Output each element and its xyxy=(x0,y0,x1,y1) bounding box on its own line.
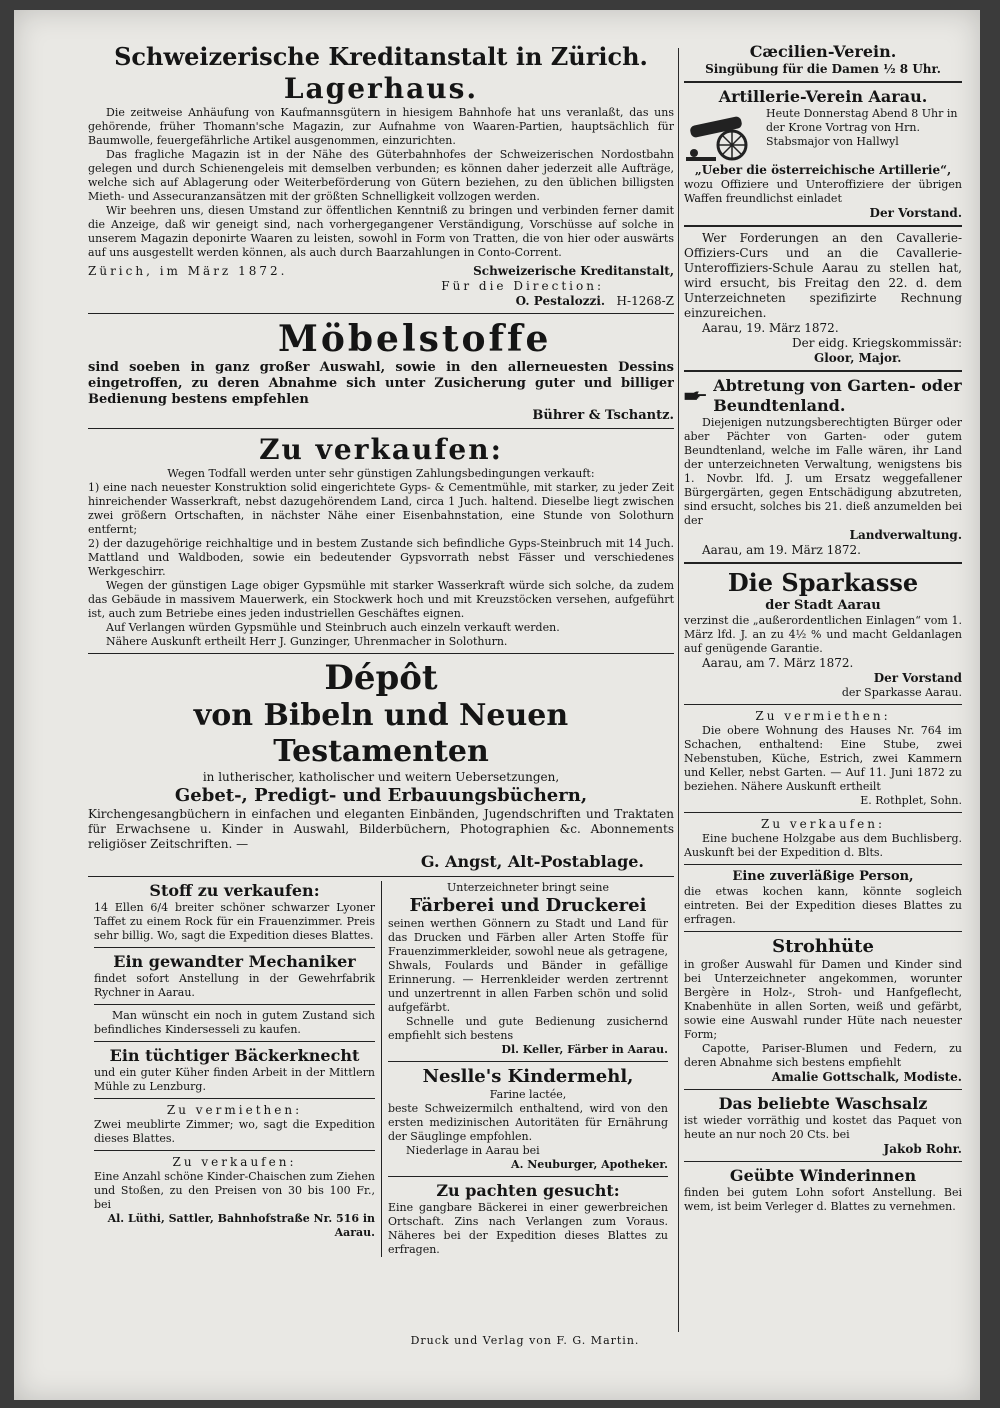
moebel-text: sind soeben in ganz großer Auswahl, sowie in den allerneuesten Dessins eingetroffen, zu deren Abnahme sich unter Zusicherung guter und billiger Bedienung bestens empfehlen xyxy=(88,360,674,407)
sparkasse-sign-1: Der Vorstand xyxy=(873,671,962,685)
cannon-icon xyxy=(684,107,760,163)
sub-column-left xyxy=(88,881,381,1257)
column-rule xyxy=(678,48,679,1332)
kriegs-date: Aarau, 19. März 1872. xyxy=(702,321,839,335)
depot-title-2: von Bibeln und Neuen Testamenten xyxy=(193,698,569,769)
kredit-code: H-1268-Z xyxy=(616,294,674,308)
garten-header xyxy=(684,376,962,416)
kreditanstalt-ad xyxy=(88,42,674,309)
faerberei-title: Färberei und Druckerei xyxy=(409,895,647,916)
garten-text: Diejenigen nutzungsberechtigten Bürger oder aber Pächter von Garten- oder gutem Beundtenland, welche im Falle wären, ihr Land der unterzeichneten Verwaltung, wenigstens bis 1. Novbr. lfd. J. um Ersatz weggefallener Bürgergärten, gegen Entschädigung abzutreten, sind ersucht, solches bis 21. dieß anzumelden bei der xyxy=(684,416,962,527)
sparkasse-subtitle: der Stadt Aarau xyxy=(765,598,881,613)
left-column xyxy=(88,42,674,1332)
divider xyxy=(94,1098,375,1099)
divider xyxy=(684,81,962,83)
divider xyxy=(684,225,962,227)
strohhuete-sign: Amalie Gottschalk, Modiste. xyxy=(771,1070,962,1084)
faerberei-sign: Dl. Keller, Färber in Aarau. xyxy=(501,1043,668,1056)
verkaufen-2-sign: Al. Lüthi, Sattler, Bahnhofstraße Nr. 516 in Aarau. xyxy=(107,1212,375,1239)
artillerie-body xyxy=(684,107,962,163)
caecilien-title: Cæcilien-Verein. xyxy=(749,42,897,61)
zu-verkaufen-ad xyxy=(88,433,674,649)
vermiethen-title: Zu vermiethen: xyxy=(166,1103,303,1117)
kredit-signer: O. Pestalozzi. xyxy=(515,294,606,308)
verkauf-intro: Wegen Todfall werden unter sehr günstigen Zahlungsbedingungen verkauft: xyxy=(167,467,595,480)
depot-title: Dépôt xyxy=(324,658,438,698)
wohnung-title: Zu vermiethen: xyxy=(755,709,891,723)
divider xyxy=(94,1004,375,1005)
two-column-ads xyxy=(88,881,674,1257)
newspaper-page xyxy=(14,10,980,1400)
divider xyxy=(88,653,674,654)
garten-sign: Landverwaltung. xyxy=(849,528,962,542)
holzgabe-title: Zu verkaufen: xyxy=(761,817,885,831)
kriegs-text: Wer Forderungen an den Cavallerie-Offiziers-Curs und an die Cavallerie-Unteroffiziers-Schule Aarau zu stellen hat, wird ersucht, bis Freitag den 22. d. dem Unterzeichneten spezifizirte Rechnung einzureichen. xyxy=(684,231,962,320)
divider xyxy=(94,1150,375,1151)
divider xyxy=(684,370,962,372)
garten-title: Abtretung von Garten- oder Beundtenland. xyxy=(713,376,962,415)
depot-line-3: Kirchengesangbüchern in einfachen und eleganten Einbänden, Jugendschriften und Traktaten für Erwachsene u. Kinder in Auswahl, Bilderbüchern, Photographien &c. Abonnements religiöser Zeitschriften. — xyxy=(88,807,674,851)
strohhuete-text: in großer Auswahl für Damen und Kinder sind bei Unterzeichneter angekommen, worunter Bergère in Holz-, Stroh- und Hanfgeflecht, Knabenhüte in allen Sorten, weiß und gefärbt, sowie eine Auswahl runder Hüte nach neuester Form; xyxy=(684,958,962,1041)
sparkasse-sign-2: der Sparkasse Aarau. xyxy=(841,686,962,699)
verkauf-paragraph: Wegen der günstigen Lage obiger Gypsmühle mit starker Wasserkraft würde sich solche, da zudem das Gebäude in massivem Mauerwerk, ein Stockwerk hoch und mit Kreuzstöcken versehen, aufgeführt ist, auch zum Betriebe eines jeden industriellen Geschäftes eignen. xyxy=(88,579,674,620)
artillerie-sign: Der Vorstand. xyxy=(869,206,962,220)
verkauf-paragraph: Auf Verlangen würden Gypsmühle und Steinbruch auch einzeln verkauft werden. xyxy=(106,621,560,634)
wohnung-sign: E. Rothplet, Sohn. xyxy=(860,794,962,807)
kredit-direction: Für die Direction: xyxy=(441,279,604,293)
moebel-title: Möbelstoffe xyxy=(278,318,552,360)
divider xyxy=(684,931,962,932)
kriegs-sign-2: Gloor, Major. xyxy=(814,351,902,365)
moebel-sign: Bührer & Tschantz. xyxy=(532,408,674,423)
divider xyxy=(684,864,962,865)
sparkasse-text: verzinst die „außerordentlichen Einlagen“ vom 1. März lfd. J. an zu 4½ % und macht Geldanlagen auf genügende Garantie. xyxy=(684,614,962,655)
artillerie-text-1: Heute Donnerstag Abend 8 Uhr in der Krone Vortrag von Hrn. Stabsmajor von Hallwyl xyxy=(766,107,958,148)
vermiethen-text: Zwei meublirte Zimmer; wo, sagt die Expedition dieses Blattes. xyxy=(94,1118,375,1145)
imprint-footer: Druck und Verlag von F. G. Martin. xyxy=(410,1334,640,1347)
faerberei-intro: Unterzeichneter bringt seine xyxy=(446,881,610,894)
verkauf-title: Zu verkaufen: xyxy=(259,433,503,466)
verkaufen-2-text: Eine Anzahl schöne Kinder-Chaischen zum Ziehen und Stoßen, zu den Preisen von 30 bis 100 Fr., bei xyxy=(94,1170,375,1211)
kredit-subtitle: Lagerhaus. xyxy=(283,72,479,105)
verkauf-item-1: 1) eine nach neuester Konstruktion solid eingerichtete Gyps- & Cementmühle, mit starker, zu jeder Zeit hinreichender Wasserkraft, nebst dazugehörendem Land, circa 1 Juch. haltend. Dieselbe liegt zwischen zwei größern Ortschaften, in nächster Nähe einer Eisenbahnstation, eine Stunde von Solothurn entfernt; xyxy=(88,481,674,536)
holzgabe-text: Eine buchene Holzgabe aus dem Buchlisberg. Auskunft bei der Expedition d. Blts. xyxy=(684,832,962,859)
kredit-title: Schweizerische Kreditanstalt in Zürich. xyxy=(114,42,648,71)
divider xyxy=(88,313,674,314)
kredit-paragraph: Die zeitweise Anhäufung von Kaufmannsgütern in hiesigem Bahnhofe hat uns veranlaßt, das uns gehörende, früher Thomann'sche Magazin, zur Aufnahme von Waaren-Partien, hauptsächlich für Baumwolle, feuergefährliche Artikel ausgenommen, einzurichten. xyxy=(88,106,674,147)
artillerie-text-3: wozu Offiziere und Unteroffiziere der übrigen Waffen freundlichst einladet xyxy=(684,178,962,205)
caecilien-text: Singübung für die Damen ½ 8 Uhr. xyxy=(705,62,941,76)
kredit-sign: Schweizerische Kreditanstalt, xyxy=(473,264,674,278)
verkauf-item-2: 2) der dazugehörige reichhaltige und in bestem Zustande sich befindliche Gyps-Steinbruch mit 14 Juch. Mattland und Waldboden, sowie ein bedeutender Gypsvorrath nebst Fässer und verschiedenes Werkgeschirr. xyxy=(88,537,674,578)
winderinnen-text: finden bei gutem Lohn sofort Anstellung. Bei wem, ist beim Verleger d. Blattes zu vernehmen. xyxy=(684,1186,962,1213)
pacht-title: Zu pachten gesucht: xyxy=(436,1181,620,1200)
depot-line-2: Gebet-, Predigt- und Erbauungsbüchern, xyxy=(174,785,588,806)
nestle-title: Neslle's Kindermehl, xyxy=(422,1066,634,1087)
depot-sign: G. Angst, Alt-Postablage. xyxy=(420,852,644,871)
winderinnen-title: Geübte Winderinnen xyxy=(729,1166,917,1185)
nestle-text-2: Niederlage in Aarau bei xyxy=(406,1144,540,1157)
mechaniker-text: findet sofort Anstellung in der Gewehrfabrik Rychner in Aarau. xyxy=(94,972,375,999)
waschsalz-title: Das beliebte Waschsalz xyxy=(718,1094,928,1113)
waschsalz-text: ist wieder vorräthig und kostet das Paquet von heute an nur noch 20 Cts. bei xyxy=(684,1114,962,1141)
nestle-sign: A. Neuburger, Apotheker. xyxy=(511,1158,668,1171)
verkaufen-2-title: Zu verkaufen: xyxy=(172,1155,297,1169)
strohhuete-text-2: Capotte, Pariser-Blumen und Federn, zu deren Abnahme sich bestens empfiehlt xyxy=(684,1042,962,1069)
artillerie-title: Artillerie-Verein Aarau. xyxy=(718,87,928,106)
faerberei-text: seinen werthen Gönnern zu Stadt und Land für das Drucken und Färben aller Arten Stoffe für Frauenzimmerkleider, sowohl neue als getragene, Shwals, Foulards und Bänder in gefällige Erinnerung. — Herrenkleider werden zertrennt und unzertrennt in allen Farben schön und solid aufgefärbt. xyxy=(388,917,668,1014)
pointing-hand-icon xyxy=(684,388,707,404)
divider xyxy=(684,812,962,813)
divider xyxy=(684,704,962,705)
person-title: Eine zuverläßige Person, xyxy=(732,869,914,884)
kriegs-sign-1: Der eidg. Kriegskommissär: xyxy=(791,336,962,350)
stoff-text: 14 Ellen 6/4 breiter schöner schwarzer Lyoner Taffet zu einem Rock für ein Frauenzimmer. Preis sehr billig. Wo, sagt die Expedition dieses Blattes. xyxy=(94,901,375,942)
mechaniker-title: Ein gewandter Mechaniker xyxy=(113,952,356,971)
wohnung-text: Die obere Wohnung des Hauses Nr. 764 im Schachen, enthaltend: Eine Stube, zwei Nebenstuben, Küche, Estrich, zwei Kammern und Keller, nebst Garten. — Auf 11. Juni 1872 zu beziehen. Nähere Auskunft ertheilt xyxy=(684,724,962,793)
sub-column-right xyxy=(381,881,674,1257)
kredit-paragraph: Wir beehren uns, diesen Umstand zur öffentlichen Kenntniß zu bringen und verbinden ferner damit die Anzeige, daß wir geneigt sind, nach vorhergegangener Verständigung, Vorschüsse auf solche in unserem Magazin deponirte Waaren zu leisten, sowohl in Form von Tratten, die von hier oder auswärts auf uns ausgestellt werden können, als auch durch Baarzahlungen in Conto-Corrent. xyxy=(88,204,674,259)
sparkasse-title: Die Sparkasse xyxy=(727,568,919,597)
divider xyxy=(94,947,375,948)
moebelstoffe-ad xyxy=(88,318,674,424)
depot-line-1: in lutherischer, katholischer und weitern Uebersetzungen, xyxy=(202,770,560,784)
artillerie-text-2: „Ueber die österreichische Artillerie“, xyxy=(694,163,952,177)
verkauf-paragraph: Nähere Auskunft ertheilt Herr J. Gunzinger, Uhrenmacher in Solothurn. xyxy=(106,635,508,648)
divider xyxy=(88,876,674,877)
divider xyxy=(388,1061,668,1062)
garten-date: Aarau, am 19. März 1872. xyxy=(702,543,861,557)
stoff-title: Stoff zu verkaufen: xyxy=(149,881,320,900)
strohhuete-title: Strohhüte xyxy=(772,936,874,957)
nestle-text: beste Schweizermilch enthaltend, wird von den ersten medizinischen Autoritäten für Ernährung der Säuglinge empfohlen. xyxy=(388,1102,668,1143)
divider xyxy=(94,1041,375,1042)
faerberei-text-2: Schnelle und gute Bedienung zusichernd empfiehlt sich bestens xyxy=(388,1015,668,1042)
divider xyxy=(684,1089,962,1090)
divider xyxy=(388,1176,668,1177)
kredit-paragraph: Das fragliche Magazin ist in der Nähe des Güterbahnhofes der Schweizerischen Nordostbahn gelegen und durch Schienengeleis mit demselben verbunden; es können daher jederzeit alle Aufträge, welche sich auf Ablagerung oder Weiterbeförderung von Gütern beziehen, zu den üblichen billigsten Mieth- und Assecuranzansätzen mit der größten Schnelligkeit vollzogen werden. xyxy=(88,148,674,203)
kredit-place: Zürich, im März 1872. xyxy=(88,264,288,278)
kredit-signature-row xyxy=(88,264,674,279)
divider xyxy=(684,1161,962,1162)
baecker-title: Ein tüchtiger Bäckerknecht xyxy=(109,1046,360,1065)
divider xyxy=(88,428,674,429)
waschsalz-sign: Jakob Rohr. xyxy=(883,1142,962,1156)
depot-ad xyxy=(88,658,674,872)
nestle-subtitle: Farine lactée, xyxy=(489,1088,567,1101)
sparkasse-date: Aarau, am 7. März 1872. xyxy=(702,656,854,670)
baecker-text: und ein guter Küher finden Arbeit in der Mittlern Mühle zu Lenzburg. xyxy=(94,1066,375,1093)
kindersesseli-text: Man wünscht ein noch in gutem Zustand sich befindliches Kindersesseli zu kaufen. xyxy=(94,1009,375,1036)
pacht-text: Eine gangbare Bäckerei in einer gewerbreichen Ortschaft. Zins nach Verlangen zum Voraus. Näheres bei der Expedition dieses Blattes zu erfragen. xyxy=(388,1201,668,1256)
right-column xyxy=(684,42,962,1332)
kredit-signer-row xyxy=(88,294,674,309)
person-text: die etwas kochen kann, könnte sogleich eintreten. Bei der Expedition dieses Blattes zu erfragen. xyxy=(684,885,962,926)
divider xyxy=(684,562,962,564)
